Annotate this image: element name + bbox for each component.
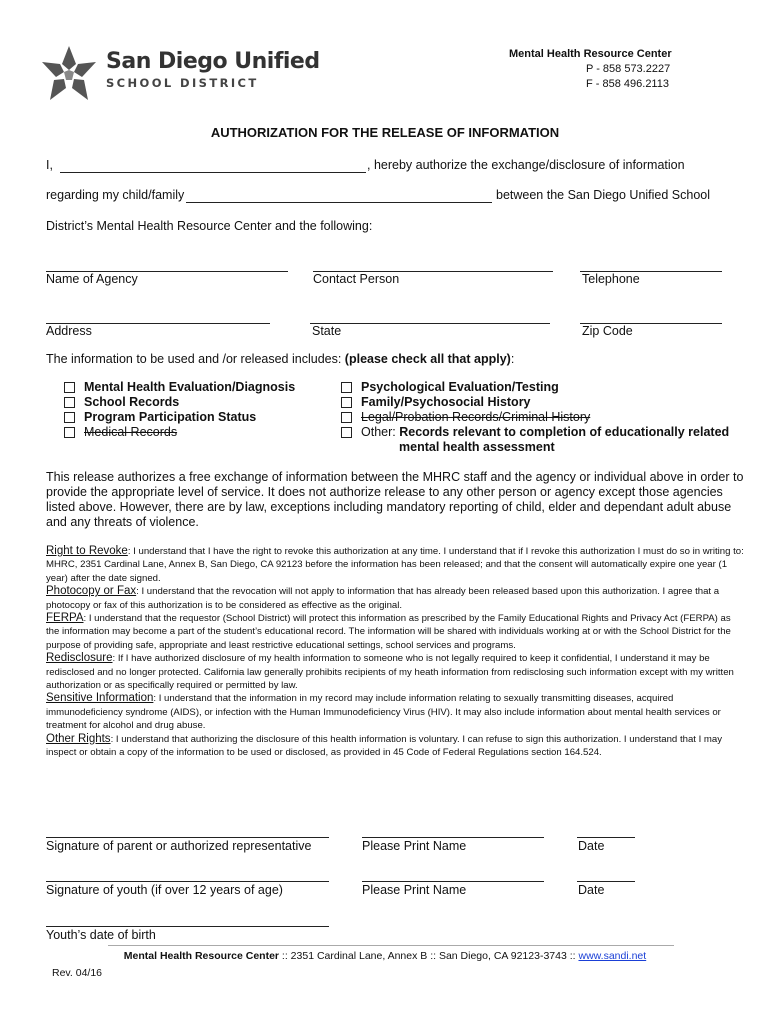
regarding-suffix: between the San Diego Unified School — [496, 188, 711, 202]
option-program-participation: Program Participation Status — [84, 410, 257, 424]
child-blank-line[interactable] — [186, 202, 492, 203]
date-label-2: Date — [578, 883, 605, 897]
legal-sections — [46, 545, 746, 760]
legal-sensitive-info: Sensitive Information: I understand that the information in my record may include information relating to sexually transmitting diseases, acquired immunodeficiency syndrome (AIDS), or infection with the Human Immunodeficiency Virus (HIV). It may also include information about mental health services or treatment for alcohol and drug abuse. — [46, 692, 721, 732]
address-label: Address — [46, 324, 92, 338]
checkbox-legal-records[interactable] — [341, 412, 352, 423]
print-name-label-2: Please Print Name — [362, 883, 467, 897]
date-line-1[interactable] — [577, 837, 635, 838]
youth-signature-label: Signature of youth (if over 12 years of age) — [46, 883, 283, 897]
print-name-line-1[interactable] — [362, 837, 544, 838]
print-name-label-1: Please Print Name — [362, 839, 467, 853]
intro-i-prefix: I, — [46, 158, 53, 172]
legal-right-to-revoke: Right to Revoke: I understand that I have the right to revoke this authorization at any time. I understand that if I revoke this authorization I must do so in writing to: MHRC, 2351 Cardinal Lane, Annex B, San Diego, CA 92123 before the information has been released; and that the consent will automatically expire one year (1 year) after the date signed. — [46, 545, 744, 584]
parent-signature-line[interactable] — [46, 837, 329, 838]
legal-ferpa: FERPA: I understand that the requestor (School District) will protect this information as prescribed by the Family Educational Rights and Privacy Act (FERPA) as the information may become a part of the student’s educational record. The information will be shared with individuals working at or with the School District for the purpose of providing safe, appropriate and least restrictive educational settings, school services and programs. — [46, 612, 731, 651]
date-label-1: Date — [578, 839, 605, 853]
checkbox-program-participation[interactable] — [64, 412, 75, 423]
option-other: Other: Records relevant to completion of educationally related — [361, 425, 730, 439]
zip-label: Zip Code — [582, 324, 633, 338]
district-logo-icon — [36, 44, 102, 108]
logo-text — [106, 50, 320, 90]
date-line-2[interactable] — [577, 881, 635, 882]
state-label: State — [312, 324, 342, 338]
revision-label: Rev. 04/16 — [52, 967, 103, 979]
legal-redisclosure: Redisclosure: If I have authorized disclosure of my health information to someone who is not legally required to keep it confidential, I understand it may be redisclosed and no longer protected. California law generally prohibits recipients of my heath information from redisclosing such information except with my written authorization or as specifically required or permitted by law. — [46, 652, 734, 692]
checkbox-school-records[interactable] — [64, 397, 75, 408]
name-blank-line[interactable] — [60, 172, 366, 173]
includes-line: The information to be used and /or released includes: (please check all that apply): — [46, 352, 515, 366]
youth-signature-line[interactable] — [46, 881, 329, 882]
option-medical-records: Medical Records — [84, 425, 178, 439]
contact-person-label: Contact Person — [313, 272, 400, 286]
option-psych-eval: Psychological Evaluation/Testing — [361, 380, 559, 394]
checkbox-family-history[interactable] — [341, 397, 352, 408]
phone-number: P - 858 573.2227 — [586, 63, 671, 75]
option-family-history: Family/Psychosocial History — [361, 395, 531, 409]
release-paragraph: This release authorizes a free exchange of information between the MHRC staff and the agency or individual above in order to provide the appropriate level of service. It does not authorize release to any other person or agency except those agencies listed above. However, there are by law, exceptions including mandatory reporting of child, elder and dependant adult abuse and any threats of violence. — [46, 470, 744, 529]
parent-signature-label: Signature of parent or authorized representative — [46, 839, 312, 853]
logo-subtitle: SCHOOL DISTRICT — [106, 76, 259, 90]
agency-name-label: Name of Agency — [46, 272, 138, 286]
option-school-records: School Records — [84, 395, 180, 409]
checkbox-other[interactable] — [341, 427, 352, 438]
footer-info: Mental Health Resource Center :: 2351 Cardinal Lane, Annex B :: San Diego, CA 92123-3743 :: www.sandi.net — [123, 950, 647, 962]
checkbox-psych-eval[interactable] — [341, 382, 352, 393]
option-other-continued: mental health assessment — [399, 440, 555, 454]
youth-dob-label: Youth’s date of birth — [46, 928, 156, 942]
checkbox-medical-records[interactable] — [64, 427, 75, 438]
print-name-line-2[interactable] — [362, 881, 544, 882]
district-line: District’s Mental Health Resource Center and the following: — [46, 219, 373, 233]
form-title: AUTHORIZATION FOR THE RELEASE OF INFORMATION — [210, 125, 560, 140]
footer-divider — [108, 945, 674, 946]
intro-i-suffix: , hereby authorize the exchange/disclosure of information — [367, 158, 685, 172]
option-legal-records: Legal/Probation Records/Criminal History — [361, 410, 591, 424]
legal-photocopy-fax: Photocopy or Fax: I understand that the revocation will not apply to information that has already been released based upon this authorization. I agree that a photocopy or fax of this authorization is to be considered as effective as the original. — [46, 585, 720, 611]
center-name: Mental Health Resource Center — [509, 48, 672, 60]
legal-other-rights: Other Rights: I understand that authorizing the disclosure of this health information is voluntary. I can refuse to sign this authorization. I understand that I may inspect or obtain a copy of the information to be used or disclosed, as provided in 45 Code of Federal Regulations section 164.524. — [46, 732, 723, 759]
regarding-prefix: regarding my child/family — [46, 188, 185, 202]
logo-name: San Diego Unified — [106, 49, 320, 74]
youth-dob-line[interactable] — [46, 926, 329, 927]
fax-number: F - 858 496.2113 — [586, 78, 669, 90]
state-line[interactable] — [310, 323, 550, 324]
checkbox-mental-health-eval[interactable] — [64, 382, 75, 393]
telephone-label: Telephone — [582, 272, 640, 286]
option-mental-health-eval: Mental Health Evaluation/Diagnosis — [84, 380, 296, 394]
website-link[interactable]: www.sandi.net — [578, 950, 647, 962]
